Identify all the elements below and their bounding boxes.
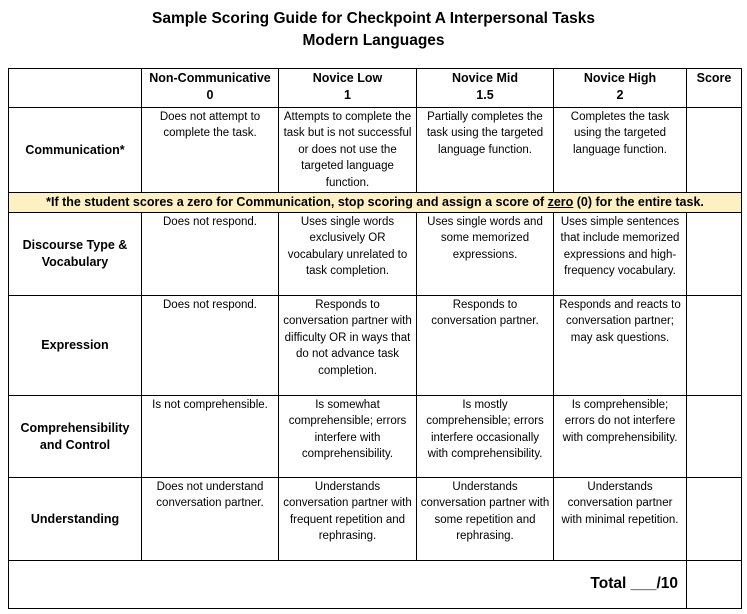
page-subtitle: Modern Languages <box>302 32 445 49</box>
scoring-table <box>8 68 742 609</box>
score-cell[interactable] <box>687 108 742 193</box>
warning-banner <box>9 193 742 213</box>
row-label: Understanding <box>9 478 142 561</box>
score-cell[interactable] <box>687 478 742 561</box>
header-novice-low: Novice Low 1 <box>279 69 417 108</box>
cell: Understands conversation partner with minimal repetition. <box>554 478 687 561</box>
cell: Uses simple sentences that include memorized expressions and high-frequency vocabulary. <box>554 213 687 296</box>
cell: Responds and reacts to conversation partner; may ask questions. <box>554 296 687 396</box>
cell: Attempts to complete the task but is not successful or does not use the targeted language function. <box>279 108 417 193</box>
total-row <box>9 561 742 609</box>
row-label: Discourse Type & Vocabulary <box>9 213 142 296</box>
cell: Does not respond. <box>142 213 279 296</box>
cell: Does not respond. <box>142 296 279 396</box>
row-label: Comprehensibility and Control <box>9 396 142 478</box>
cell: Understands conversation partner with some repetition and rephrasing. <box>417 478 554 561</box>
banner-text: *If the student scores a zero for Communication, stop scoring and assign a score of zero (0) for the entire task. <box>9 193 742 213</box>
cell: Is somewhat comprehensible; errors interfere with comprehensibility. <box>279 396 417 478</box>
cell: Completes the task using the targeted language function. <box>554 108 687 193</box>
cell: Is mostly comprehensible; errors interfere occasionally with comprehensibility. <box>417 396 554 478</box>
cell: Responds to conversation partner. <box>417 296 554 396</box>
cell: Does not understand conversation partner. <box>142 478 279 561</box>
header-row <box>9 69 742 108</box>
cell: Uses single words exclusively OR vocabulary unrelated to task completion. <box>279 213 417 296</box>
cell: Is comprehensible; errors do not interfere with comprehensibility. <box>554 396 687 478</box>
header-novice-high: Novice High 2 <box>554 69 687 108</box>
table-row <box>9 213 742 296</box>
total-label: Total ___/10 <box>9 561 687 609</box>
score-cell[interactable] <box>687 296 742 396</box>
header-novice-mid: Novice Mid 1.5 <box>417 69 554 108</box>
table-row <box>9 108 742 193</box>
cell: Uses single words and some memorized expressions. <box>417 213 554 296</box>
page-title: Sample Scoring Guide for Checkpoint A Interpersonal Tasks <box>152 10 595 27</box>
total-score-cell[interactable] <box>687 561 742 609</box>
row-label: Communication* <box>9 108 142 193</box>
table-row <box>9 296 742 396</box>
header-score: Score <box>687 69 742 108</box>
corner-cell <box>9 69 142 108</box>
cell: Does not attempt to complete the task. <box>142 108 279 193</box>
cell: Is not comprehensible. <box>142 396 279 478</box>
cell: Understands conversation partner with frequent repetition and rephrasing. <box>279 478 417 561</box>
row-label: Expression <box>9 296 142 396</box>
table-row <box>9 478 742 561</box>
cell: Partially completes the task using the targeted language function. <box>417 108 554 193</box>
score-cell[interactable] <box>687 396 742 478</box>
score-cell[interactable] <box>687 213 742 296</box>
header-non-communicative: Non-Communicative 0 <box>142 69 279 108</box>
cell: Responds to conversation partner with difficulty OR in ways that do not advance task completion. <box>279 296 417 396</box>
table-row <box>9 396 742 478</box>
